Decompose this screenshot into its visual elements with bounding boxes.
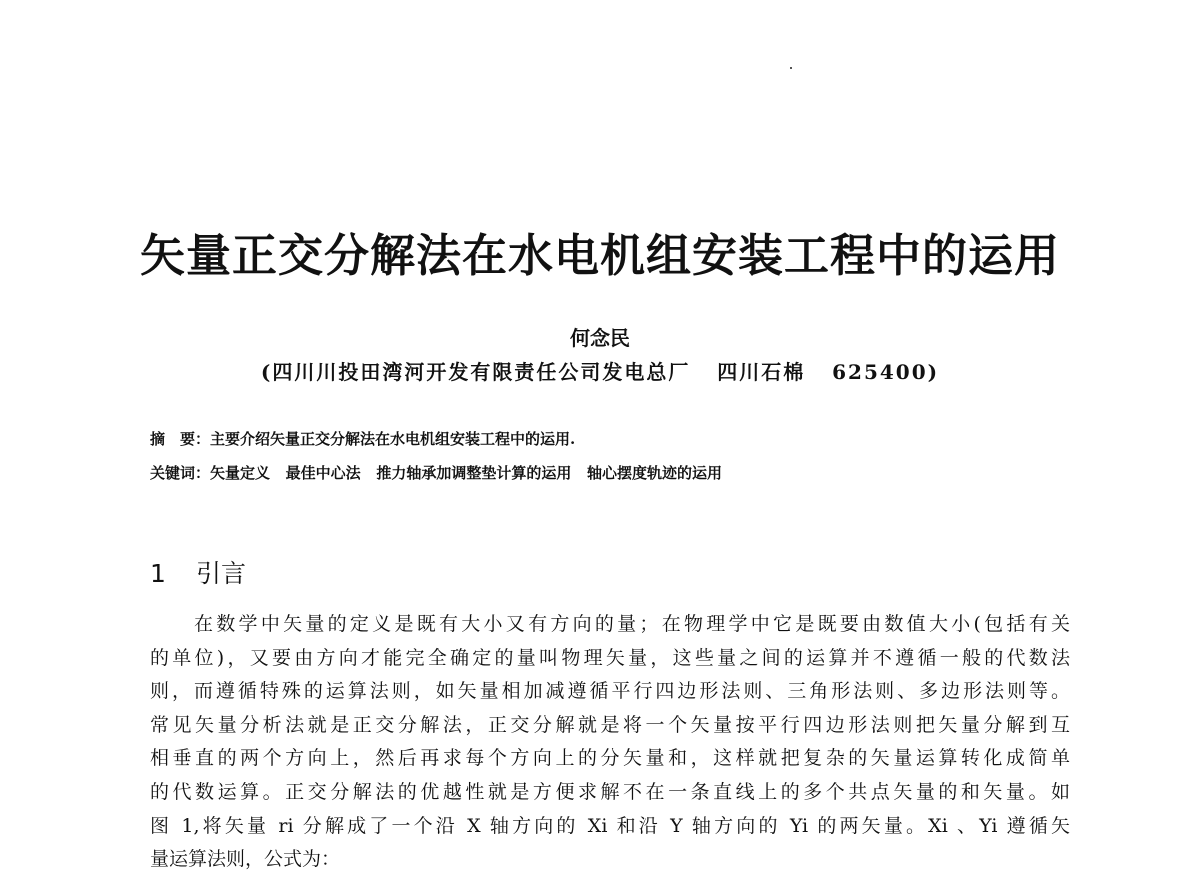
section-number: 1 (150, 559, 166, 588)
body-line: 量运算法则，公式为： (150, 848, 341, 871)
abstract-text: 主要介绍矢量正交分解法在水电机组安装工程中的运用. (210, 430, 576, 448)
abstract-label: 摘 要： (150, 430, 211, 448)
body-line: 在数学中矢量的定义是既有大小又有方向的量；在物理学中它是既要由数值大小(包括有关 (194, 613, 1070, 635)
body-line: 的单位)，又要由方向才能完全确定的量叫物理矢量，这些量之间的运算并不遵循一般的代数法 (150, 646, 1070, 669)
abstract (150, 428, 575, 450)
paper-title: 矢量正交分解法在水电机组安装工程中的运用 (139, 229, 1060, 282)
section-heading (150, 557, 246, 591)
author-name: 何念民 (570, 326, 630, 350)
keywords-text: 矢量定义 最佳中心法 推力轴承加调整垫计算的运用 轴心摆度轨迹的运用 (210, 464, 723, 482)
scan-speck (790, 67, 792, 69)
keywords-label: 关键词： (150, 464, 211, 482)
body-line: 的代数运算。正交分解法的优越性就是方便求解不在一条直线上的多个共点矢量的和矢量。如 (150, 780, 1070, 803)
body-paragraph (150, 608, 1070, 877)
body-line: 图 1,将矢量 ri 分解成了一个沿 X 轴方向的 Xi 和沿 Y 轴方向的 Yi 的两矢量。Xi 、Yi 遵循矢 (150, 814, 1070, 837)
section-title: 引言 (196, 559, 247, 588)
keywords (150, 462, 722, 484)
body-line: 相垂直的两个方向上，然后再求每个方向上的分矢量和，这样就把复杂的矢量运算转化成简单 (150, 747, 1070, 770)
body-line: 常见矢量分析法就是正交分解法，正交分解就是将一个矢量按平行四边形法则把矢量分解到互 (150, 713, 1070, 736)
body-line: 则，而遵循特殊的运算法则，如矢量相加减遵循平行四边形法则、三角形法则、多边形法则等。 (150, 680, 1070, 703)
author-affiliation: (四川川投田湾河开发有限责任公司发电总厂 四川石棉 625400) (260, 360, 940, 384)
